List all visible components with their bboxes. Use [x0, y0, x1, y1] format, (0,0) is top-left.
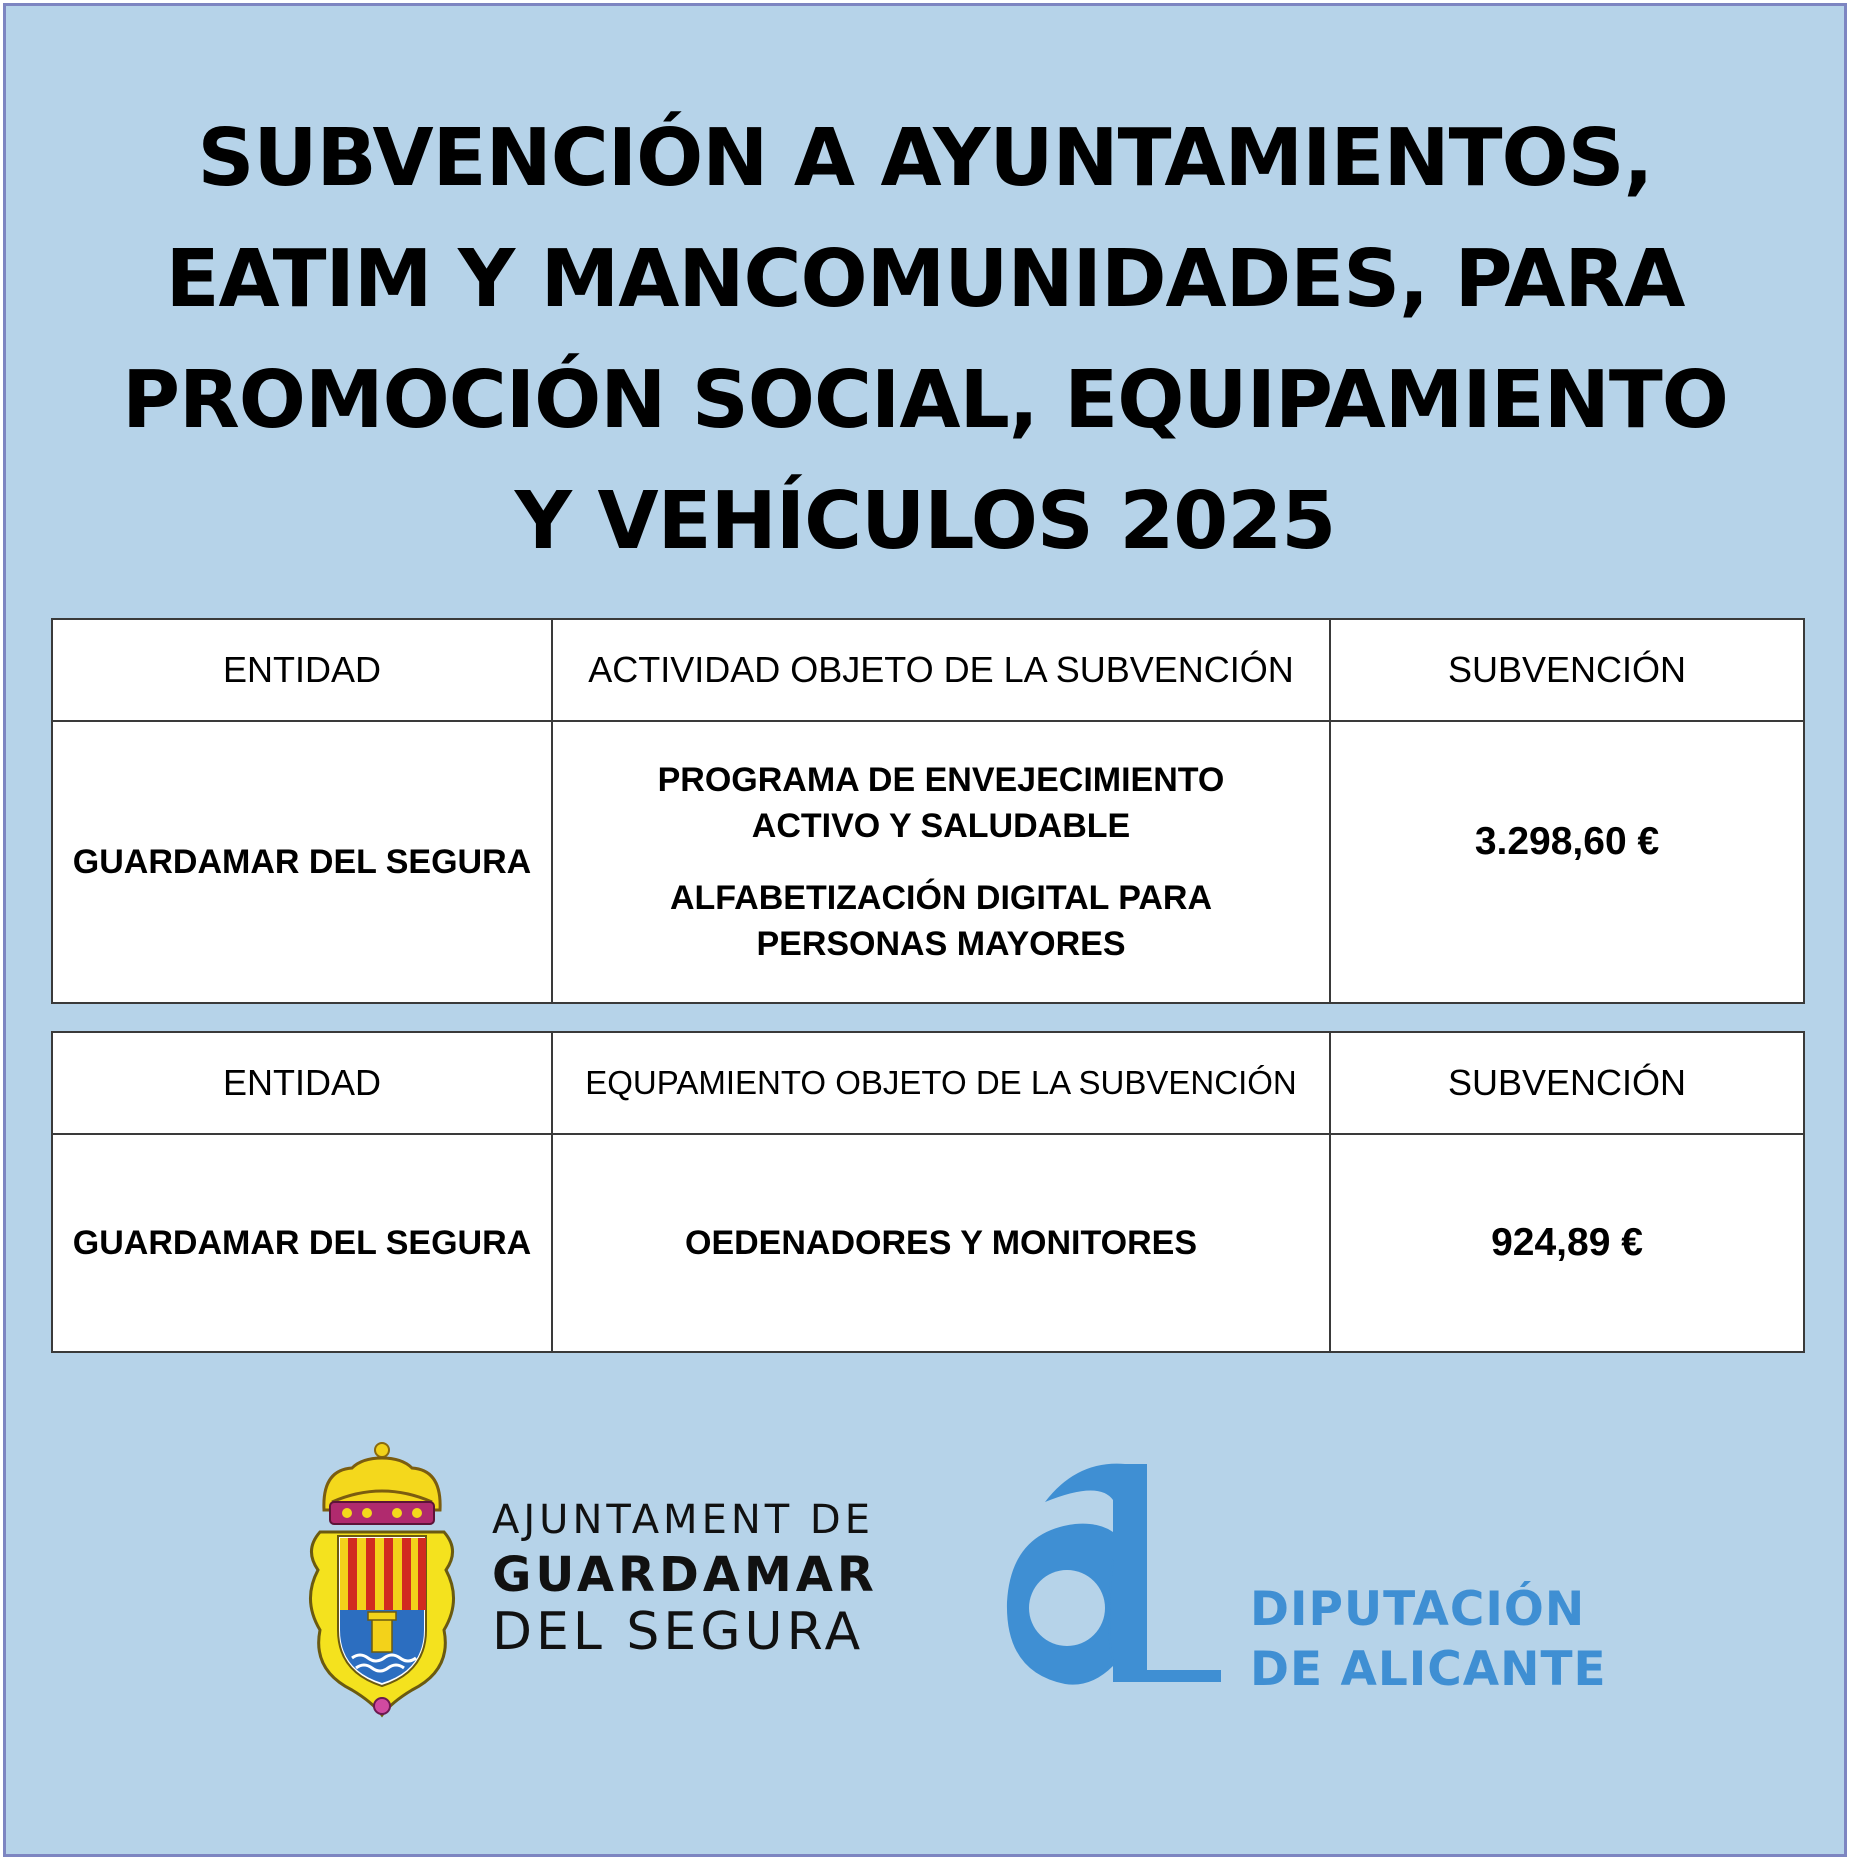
activity-item: PROGRAMA DE ENVEJECIMIENTO ACTIVO Y SALUDABLE — [657, 761, 1225, 845]
guardamar-wordmark — [492, 1492, 878, 1662]
page-title — [6, 98, 1844, 582]
header-equipamiento: EQUPAMIENTO OBJETO DE LA SUBVENCIÓN — [552, 1032, 1330, 1134]
activity-item: ALFABETIZACIÓN DIGITAL PARA PERSONAS MAYORES — [669, 879, 1213, 963]
poster — [3, 3, 1847, 1857]
title-line-1: SUBVENCIÓN A AYUNTAMIENTOS, — [197, 112, 1653, 204]
title-line-2: EATIM Y MANCOMUNIDADES, PARA — [165, 233, 1685, 325]
title-line-4: Y VEHÍCULOS 2025 — [514, 475, 1336, 567]
header-entidad: ENTIDAD — [52, 1032, 552, 1134]
guardamar-line-1: AJUNTAMENT DE — [492, 1497, 874, 1543]
amount-cell — [1330, 1134, 1804, 1352]
diputacion-wordmark — [1250, 1580, 1607, 1700]
amount-value: 924,89 € — [1491, 1221, 1643, 1264]
guardamar-line-2: GUARDAMAR — [492, 1547, 878, 1603]
amount-value: 3.298,60 € — [1474, 820, 1660, 863]
amount-cell — [1330, 721, 1804, 1003]
guardamar-coat-of-arms-icon — [302, 1440, 462, 1720]
diputacion-line-1: DIPUTACIÓN — [1250, 1582, 1586, 1637]
equipment-cell — [552, 1134, 1330, 1352]
activity-cell — [552, 721, 1330, 1003]
entity-cell — [52, 1134, 552, 1352]
equipment-item: OEDENADORES Y MONITORES — [685, 1224, 1197, 1262]
entity-name: GUARDAMAR DEL SEGURA — [72, 1223, 532, 1262]
guardamar-line-3: DEL SEGURA — [492, 1602, 865, 1662]
table-row — [52, 1134, 1804, 1352]
crown-icon — [324, 1443, 440, 1524]
equipment-table — [51, 1031, 1805, 1353]
table-row — [52, 721, 1804, 1003]
entity-cell — [52, 721, 552, 1003]
table-header-row — [52, 619, 1804, 721]
entity-name: GUARDAMAR DEL SEGURA — [72, 842, 532, 881]
title-line-3: PROMOCIÓN SOCIAL, EQUIPAMIENTO — [122, 354, 1728, 446]
header-subvencion: SUBVENCIÓN — [1330, 619, 1804, 721]
activity-table — [51, 618, 1805, 1004]
header-subvencion: SUBVENCIÓN — [1330, 1032, 1804, 1134]
diputacion-a-logo-icon — [1005, 1460, 1225, 1690]
header-actividad: ACTIVIDAD OBJETO DE LA SUBVENCIÓN — [552, 619, 1330, 721]
header-entidad: ENTIDAD — [52, 619, 552, 721]
table-header-row — [52, 1032, 1804, 1134]
diputacion-line-2: DE ALICANTE — [1250, 1642, 1607, 1697]
